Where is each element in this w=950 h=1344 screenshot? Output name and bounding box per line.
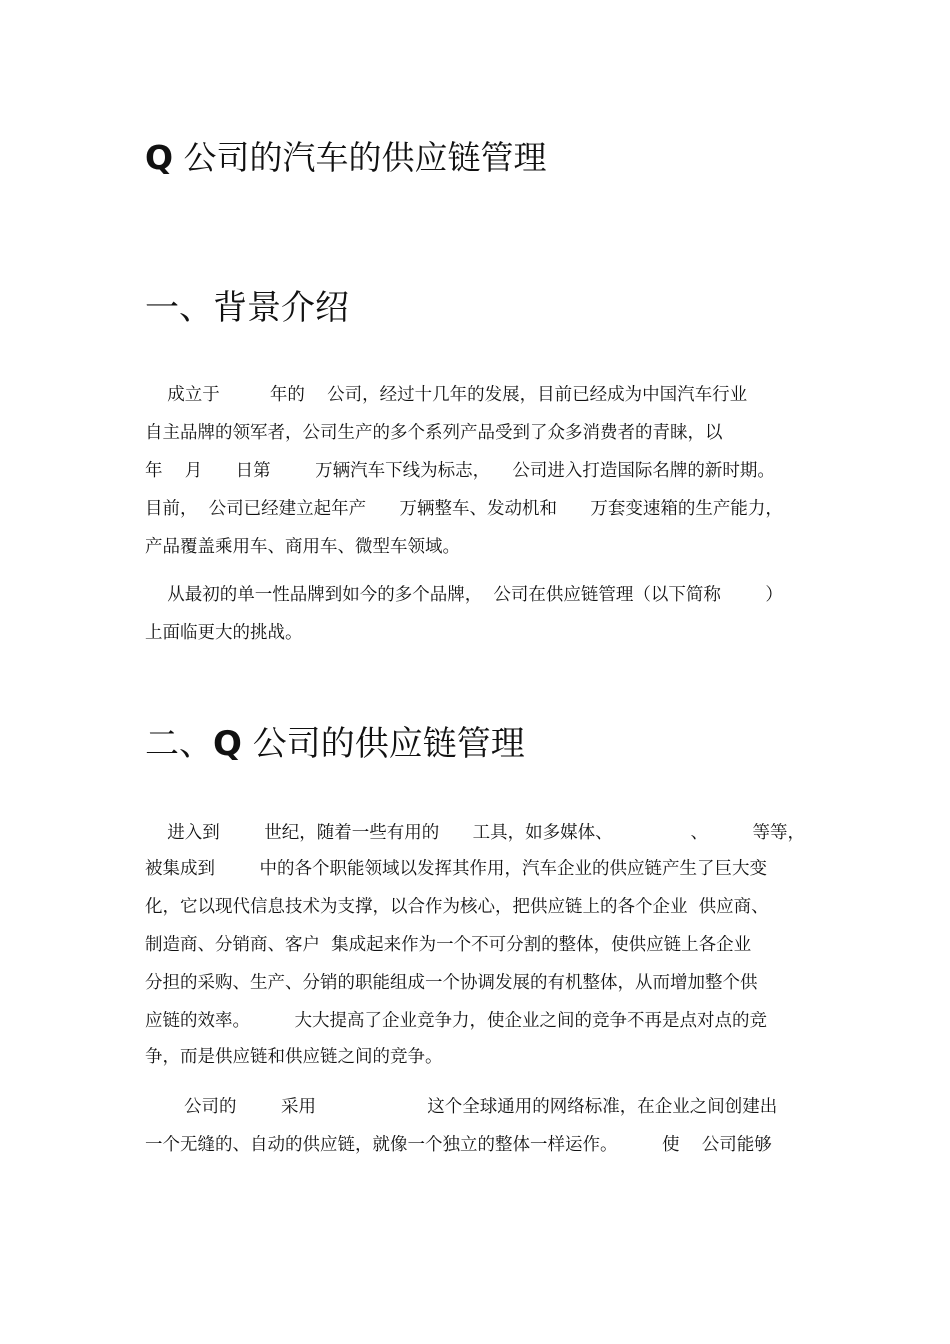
section2-line: 化，它以现代信息技术为支撑，以合作为核心，把供应链上的各个企业 供应商、 [145, 897, 769, 917]
section1-line: 年 月 日第 万辆汽车下线为标志， 公司进入打造国际名牌的新时期。 [145, 461, 775, 481]
title-q: Q [145, 138, 174, 177]
section2-line: 制造商、分销商、客户 集成起来作为一个不可分割的整体，使供应链上各企业 [145, 935, 752, 955]
section1-line: 产品覆盖乘用车、商用车、微型车领域。 [145, 537, 460, 557]
section1-heading: 一、背景介绍 [145, 288, 349, 328]
section2-heading-text: 公司的供应链管理 [241, 724, 525, 764]
section2-line: 一个无缝的、自动的供应链，就像一个独立的整体一样运作。 使 公司能够 [145, 1135, 772, 1155]
section2-line: 分担的采购、生产、分销的职能组成一个协调发展的有机整体，从而增加整个供 [145, 973, 758, 993]
section1-line: 上面临更大的挑战。 [145, 623, 303, 643]
section1-line: 自主品牌的领军者，公司生产的多个系列产品受到了众多消费者的青睐，以 [145, 423, 723, 443]
section2-heading [145, 722, 525, 766]
section2-line: 争，而是供应链和供应链之间的竞争。 [145, 1047, 443, 1067]
section1-line: 目前， 公司已经建立起年产 万辆整车、发动机和 万套变速箱的生产能力， [145, 499, 783, 519]
section2-line: 进入到 世纪，随着一些有用的 工具，如多媒体、 、 等等， [145, 823, 806, 843]
section1-line: 成立于 年的 公司，经过十几年的发展，目前已经成为中国汽车行业 [145, 385, 748, 405]
section2-line: 公司的 采用 这个全球通用的网络标准，在企业之间创建出 [145, 1097, 778, 1117]
document-title [145, 136, 547, 180]
section2-heading-prefix: 二、 [145, 724, 213, 764]
section2-line: 被集成到 中的各个职能领域以发挥其作用，汽车企业的供应链产生了巨大变 [145, 859, 767, 879]
title-text: 公司的汽车的供应链管理 [173, 138, 547, 177]
section2-line: 应链的效率。 大大提高了企业竞争力，使企业之间的竞争不再是点对点的竞 [145, 1011, 767, 1031]
section2-heading-q: Q [213, 724, 242, 764]
section1-line: 从最初的单一性品牌到如今的多个品牌， 公司在供应链管理（以下简称 ） [145, 585, 783, 605]
